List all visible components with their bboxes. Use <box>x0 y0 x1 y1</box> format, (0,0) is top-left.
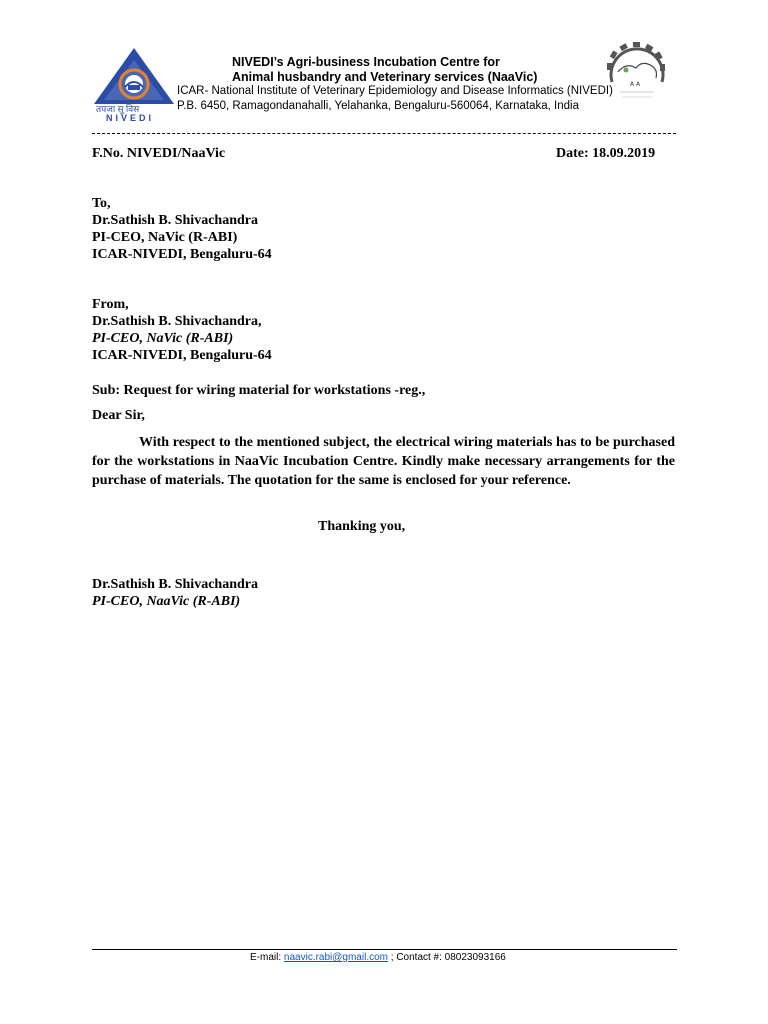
footer-divider <box>92 949 677 950</box>
greeting: Dear Sir, <box>92 408 145 423</box>
from-name: Dr.Sathish B. Shivachandra, <box>92 314 262 329</box>
footer-email-label: E-mail: <box>250 952 284 963</box>
to-name: Dr.Sathish B. Shivachandra <box>92 213 258 228</box>
file-number: F.No. NIVEDI/NaaVic <box>92 146 226 161</box>
header-divider <box>92 133 676 134</box>
header-title-line2: Animal husbandry and Veterinary services (NaaVic) <box>232 70 538 84</box>
footer-contact-number: ; Contact #: 08023093166 <box>387 952 506 963</box>
footer-contact <box>250 951 506 964</box>
signature-name: Dr.Sathish B. Shivachandra <box>92 577 258 592</box>
closing: Thanking you, <box>318 519 406 534</box>
from-salutation: From, <box>92 297 129 312</box>
signature-designation: PI-CEO, NaaVic (R-ABI) <box>92 594 241 609</box>
footer-email-link[interactable]: naavic.rabi@gmail.com <box>283 952 388 963</box>
svg-text:A A: A A <box>630 81 641 88</box>
header-address: P.B. 6450, Ramagondanahalli, Yelahanka, Bengaluru-560064, Karnataka, India <box>177 100 579 112</box>
to-organization: ICAR-NIVEDI, Bengaluru-64 <box>92 247 272 262</box>
from-designation: PI-CEO, NaVic (R-ABI) <box>92 331 234 346</box>
logo-hindi-text: तपजा सु विस <box>96 104 140 114</box>
to-designation: PI-CEO, NaVic (R-ABI) <box>92 230 238 245</box>
header-institute: ICAR- National Institute of Veterinary Epidemiology and Disease Informatics (NIVEDI) <box>177 85 613 97</box>
to-salutation: To, <box>92 196 111 211</box>
letter-date: Date: 18.09.2019 <box>556 146 656 161</box>
from-organization: ICAR-NIVEDI, Bengaluru-64 <box>92 348 272 363</box>
subject-line: Sub: Request for wiring material for workstations -reg., <box>92 383 426 398</box>
header-title-line1: NIVEDI’s Agri-business Incubation Centre for <box>232 55 500 69</box>
naavic-gear-logo <box>600 42 674 104</box>
logo-nivedi-text: NIVEDI <box>106 113 155 123</box>
body-paragraph: With respect to the mentioned subject, the electrical wiring materials has to be purchased for the workstations in NaaVic Incubation Centre. Kindly make necessary arrangements for the purchase of materials. The quotation for the same is enclosed for your reference. <box>92 435 675 488</box>
